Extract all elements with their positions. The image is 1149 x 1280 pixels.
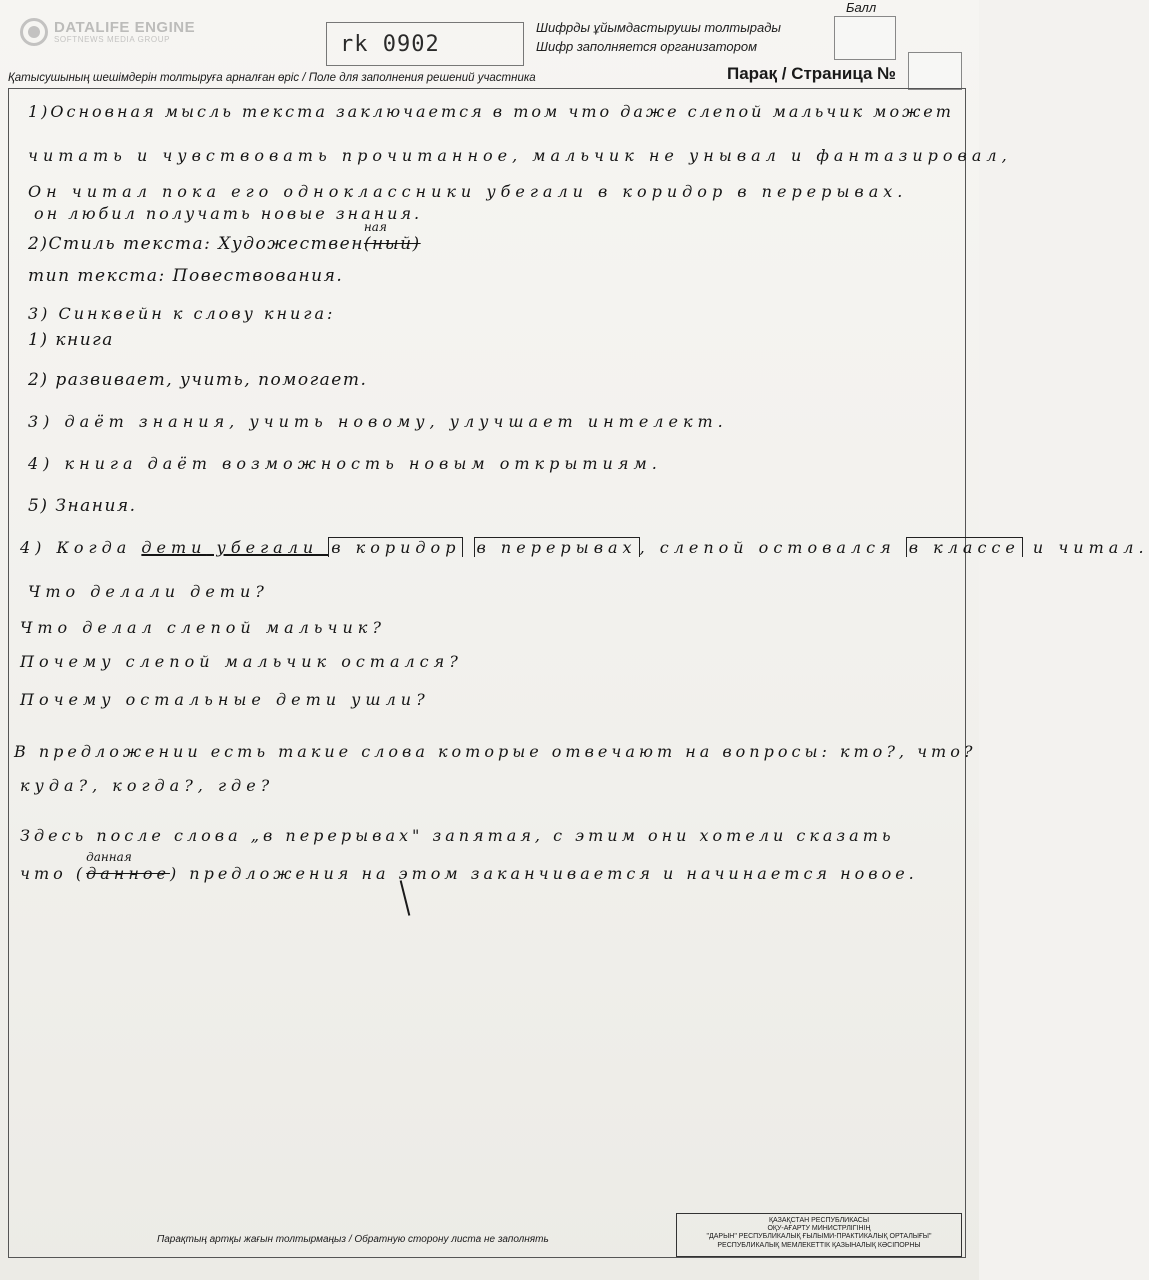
answer-line: что ( данная данное) предложения на этом заканчивается и начинается новое. xyxy=(20,850,918,883)
cipher-value: rk 0902 xyxy=(340,32,440,57)
answer-line: тип текста: Повествования. xyxy=(28,266,344,286)
answer-line: куда?, когда?, где? xyxy=(20,776,275,795)
stamp-line: "ДАРЫН" РЕСПУБЛИКАЛЫҚ ҒЫЛЫМИ-ПРАКТИКАЛЫҚ ОРТАЛЫҒЫ" xyxy=(706,1233,932,1241)
field-label: Қатысушының шешімдерін толтыруға арналған өріс / Поле для заполнения решений участника xyxy=(8,72,536,84)
answer-line: 2) развивает, учить, помогает. xyxy=(28,370,368,390)
answer-line: Что делал слепой мальчик? xyxy=(20,618,386,637)
answer-line: 5) Знания. xyxy=(28,496,137,516)
stamp-line: РЕСПУБЛИКАЛЫҚ МЕМЛЕКЕТТІК ҚАЗЫНАЛЫҚ КӘСІПОРНЫ xyxy=(717,1241,921,1249)
answer-line: Здесь после слова „в перерывах" запятая, с этим они хотели сказать xyxy=(20,826,895,845)
page-number-label: Парақ / Страница № xyxy=(727,64,897,83)
stamp-line: ҚАЗАҚСТАН РЕСПУБЛИКАСЫ xyxy=(768,1217,870,1224)
score-label: Балл xyxy=(846,0,877,15)
watermark xyxy=(20,18,195,46)
answer-line: Он читал пока его одноклассники убегали в коридор в перерывах. xyxy=(28,182,908,201)
answer-line: 1) книга xyxy=(28,330,114,350)
cipher-note-kz: Шифрды ұйымдастырушы толтырады xyxy=(536,20,782,35)
answer-line: 4) книга даёт возможность новым открытиям. xyxy=(28,454,662,473)
answer-line: В предложении есть такие слова которые отвечают на вопросы: кто?, что? xyxy=(14,742,977,761)
page-number-box xyxy=(908,52,962,90)
answer-line: Почему остальные дети ушли? xyxy=(20,690,430,709)
answer-line: Почему слепой мальчик остался? xyxy=(20,652,463,671)
answer-line: 2)Стиль текста: Художествен ная (ный) xyxy=(28,220,421,254)
answer-line: Что делали дети? xyxy=(28,582,269,601)
answer-line: 3) Синквейн к слову книга: xyxy=(28,304,336,323)
cipher-note-ru: Шифр заполняется организатором xyxy=(536,39,757,54)
score-box xyxy=(834,16,896,60)
organization-stamp xyxy=(676,1213,962,1257)
answer-line: 4) Когда дети убегали в коридор в перерывах , слепой остовался в классе и читал. xyxy=(20,538,1149,557)
stamp-line: ОҚУ-АҒАРТУ МИНИСТРЛІГІНІҢ xyxy=(767,1225,871,1233)
answer-line: читать и чувствовать прочитанное, мальчик не унывал и фантазировал, xyxy=(28,146,1012,165)
watermark-logo-icon xyxy=(20,18,48,46)
watermark-subtitle: SOFTNEWS MEDIA GROUP xyxy=(54,35,171,44)
watermark-title: DATALIFE ENGINE xyxy=(54,19,196,36)
footer-note: Парақтың артқы жағын толтырмаңыз / Обратную сторону листа не заполнять xyxy=(157,1234,549,1245)
cipher-note xyxy=(536,18,781,56)
answer-line: 3) даёт знания, учить новому, улучшает интелект. xyxy=(28,412,728,431)
answer-frame xyxy=(8,88,966,1258)
answer-line: он любил получать новые знания. xyxy=(34,204,423,223)
answer-line: 1)Основная мысль текста заключается в том что даже слепой мальчик может xyxy=(28,102,954,121)
